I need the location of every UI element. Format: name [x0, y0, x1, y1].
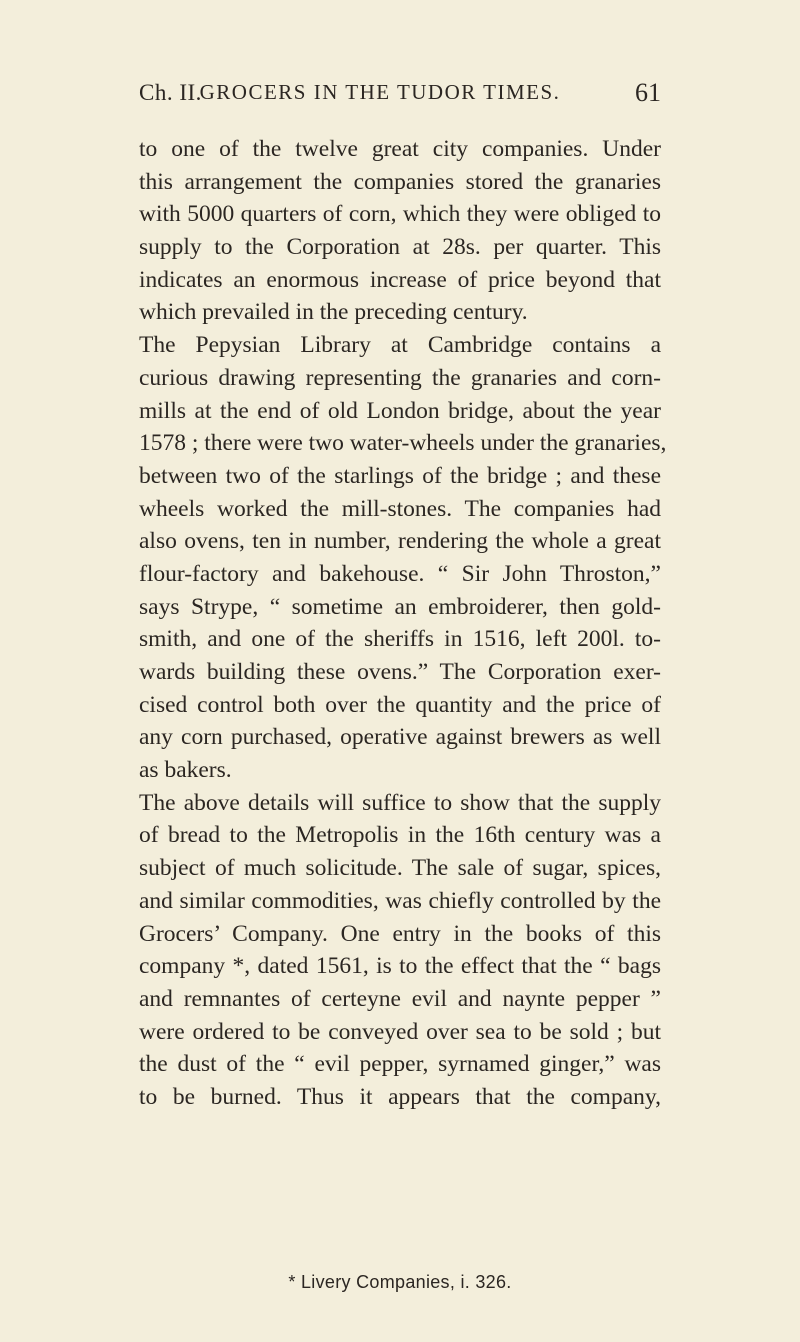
page-number: 61	[635, 78, 661, 107]
text-line: 1578 ; there were two water-wheels under the granaries,	[139, 430, 667, 457]
text-line: between two of the starlings of the bridge ; and these	[139, 462, 661, 489]
footnote: * Livery Companies, i. 326.	[288, 1272, 512, 1292]
text-line: The Pepysian Library at Cambridge contains a	[139, 332, 661, 359]
text-line: The above details will suffice to show that the supply	[139, 789, 661, 816]
text-line: with 5000 quarters of corn, which they were obliged to	[139, 201, 661, 228]
text-line: which prevailed in the preceding century.	[139, 299, 528, 326]
text-line: curious drawing representing the granaries and corn-	[139, 364, 661, 391]
text-line: Grocers’ Company. One entry in the books of this	[139, 920, 661, 947]
text-line: mills at the end of old London bridge, about the year	[139, 397, 661, 424]
text-line: company *, dated 1561, is to the effect that the “ bags	[139, 953, 661, 980]
text-line: wards building these ovens.” The Corporation exer-	[139, 659, 661, 685]
text-line: also ovens, ten in number, rendering the whole a great	[139, 528, 661, 555]
text-line: subject of much solicitude. The sale of sugar, spices,	[139, 855, 661, 882]
running-header	[0, 74, 800, 114]
text-line: this arrangement the companies stored the granaries	[139, 168, 661, 195]
running-title: GROCERS IN THE TUDOR TIMES.	[199, 80, 561, 104]
text-line: supply to the Corporation at 28s. per quarter. This	[139, 234, 661, 261]
text-line: as bakers.	[139, 757, 232, 784]
text-line: to one of the twelve great city companies. Under	[139, 136, 661, 162]
text-line: says Strype, “ sometime an embroiderer, then gold-	[139, 593, 661, 620]
text-line: to be burned. Thus it appears that the company,	[139, 1083, 661, 1110]
text-line: indicates an enormous increase of price beyond that	[139, 266, 661, 293]
text-line: flour-factory and bakehouse. “ Sir John Throston,”	[139, 560, 661, 587]
text-line: of bread to the Metropolis in the 16th century was a	[139, 822, 661, 849]
chapter-label: Ch. II.	[139, 80, 202, 105]
text-line: and remnantes of certeyne evil and naynte pepper ”	[139, 985, 661, 1012]
text-line: smith, and one of the sheriffs in 1516, left 200l. to-	[139, 626, 661, 653]
text-line: the dust of the “ evil pepper, syrnamed ginger,” was	[139, 1051, 661, 1078]
body-text	[139, 133, 667, 1114]
text-line: and similar commodities, was chiefly controlled by the	[139, 887, 661, 914]
text-line: wheels worked the mill-stones. The companies had	[139, 495, 661, 522]
text-line: were ordered to be conveyed over sea to be sold ; but	[139, 1018, 661, 1045]
text-line: cised control both over the quantity and the price of	[139, 691, 661, 718]
text-line: any corn purchased, operative against brewers as well	[139, 724, 661, 751]
